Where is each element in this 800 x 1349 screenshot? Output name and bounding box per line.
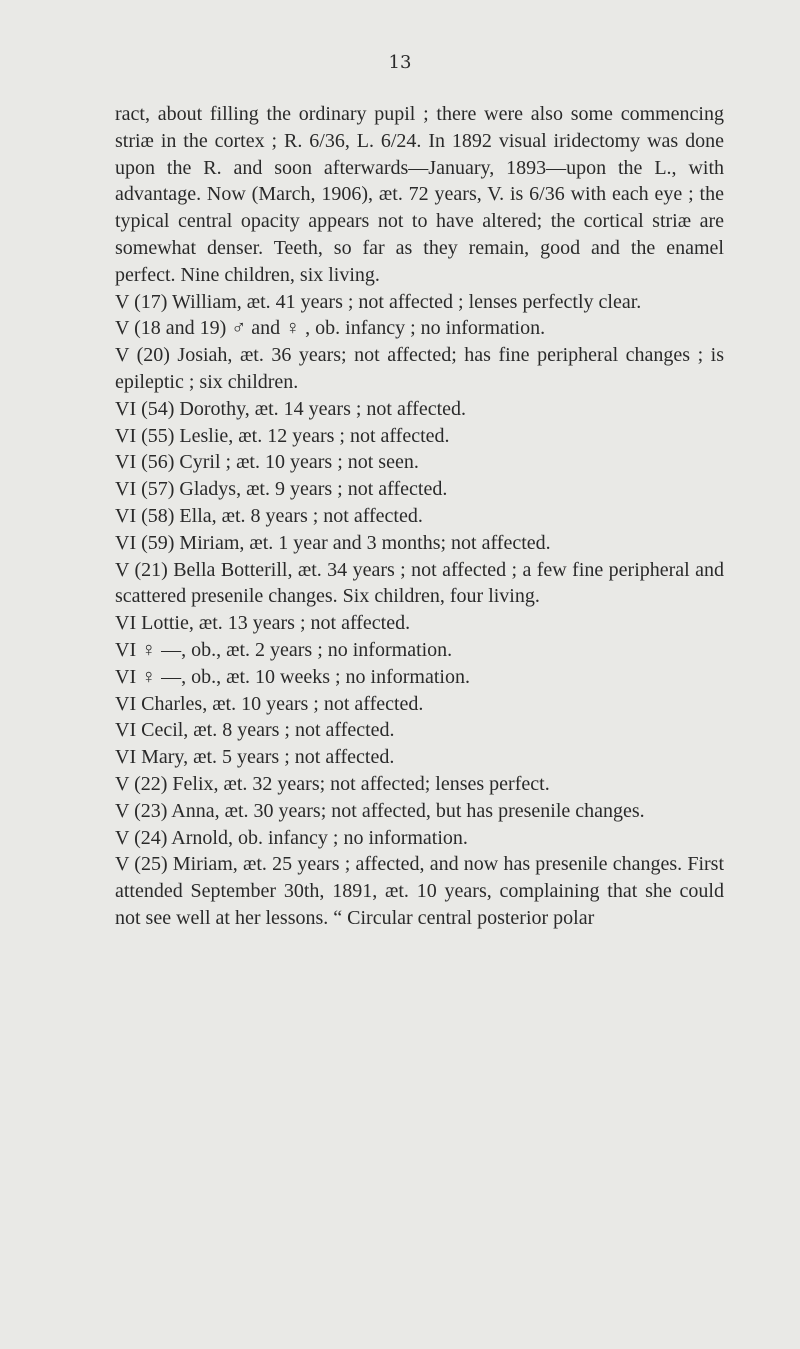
paragraph: VI Charles, æt. 10 years ; not affected. bbox=[115, 692, 424, 715]
paragraph: VI (56) Cyril ; æt. 10 years ; not seen. bbox=[115, 451, 419, 474]
text-body bbox=[115, 101, 724, 932]
paragraph: VI Lottie, æt. 13 years ; not affected. bbox=[115, 612, 411, 635]
paragraph: VI (57) Gladys, æt. 9 years ; not affected. bbox=[115, 478, 448, 501]
paragraph: ract, about filling the ordinary pupil ; there were also some commencing striæ in the cortex ; R. 6/36, L. 6/24. In 1892 visual iridectomy was done upon the R. and soon afterwards—January, 1893—upon the L., with advantage. Now (March, 1906), æt. 72 years, V. is 6/36 with each eye ; the typical central opacity appears not to have altered; the cortical striæ are somewhat denser. Teeth, so far as they remain, good and the enamel perfect. Nine children, six living. bbox=[115, 103, 724, 286]
paragraph: V (25) Miriam, æt. 25 years ; affected, and now has presenile changes. First attended September 30th, 1891, æt. 10 years, complaining that she could not see well at her lessons. “ Circular central posterior polar bbox=[115, 853, 724, 929]
paragraph: V (17) William, æt. 41 years ; not affected ; lenses perfectly clear. bbox=[115, 290, 642, 313]
paragraph: V (23) Anna, æt. 30 years; not affected, but has presenile changes. bbox=[115, 799, 645, 822]
paragraph: VI (59) Miriam, æt. 1 year and 3 months; not affected. bbox=[115, 531, 551, 554]
paragraph: V (22) Felix, æt. 32 years; not affected; lenses perfect. bbox=[115, 772, 550, 795]
paragraph: VI Cecil, æt. 8 years ; not affected. bbox=[115, 719, 395, 742]
page-number: 13 bbox=[388, 52, 412, 73]
paragraph: VI (58) Ella, æt. 8 years ; not affected. bbox=[115, 504, 423, 527]
paragraph: VI ♀ —, ob., æt. 2 years ; no information. bbox=[115, 638, 453, 661]
paragraph: V (24) Arnold, ob. infancy ; no information. bbox=[115, 826, 468, 849]
paragraph: VI (54) Dorothy, æt. 14 years ; not affected. bbox=[115, 397, 467, 420]
paragraph: V (21) Bella Botterill, æt. 34 years ; not affected ; a few fine peripheral and scattered presenile changes. Six children, four living. bbox=[115, 558, 724, 608]
paragraph: VI ♀ —, ob., æt. 10 weeks ; no information. bbox=[115, 665, 470, 688]
paragraph: VI (55) Leslie, æt. 12 years ; not affected. bbox=[115, 424, 450, 447]
paragraph: VI Mary, æt. 5 years ; not affected. bbox=[115, 746, 395, 769]
paragraph: V (18 and 19) ♂ and ♀ , ob. infancy ; no information. bbox=[115, 317, 546, 340]
paragraph: V (20) Josiah, æt. 36 years; not affected; has fine peripheral changes ; is epileptic ; six children. bbox=[115, 344, 724, 393]
